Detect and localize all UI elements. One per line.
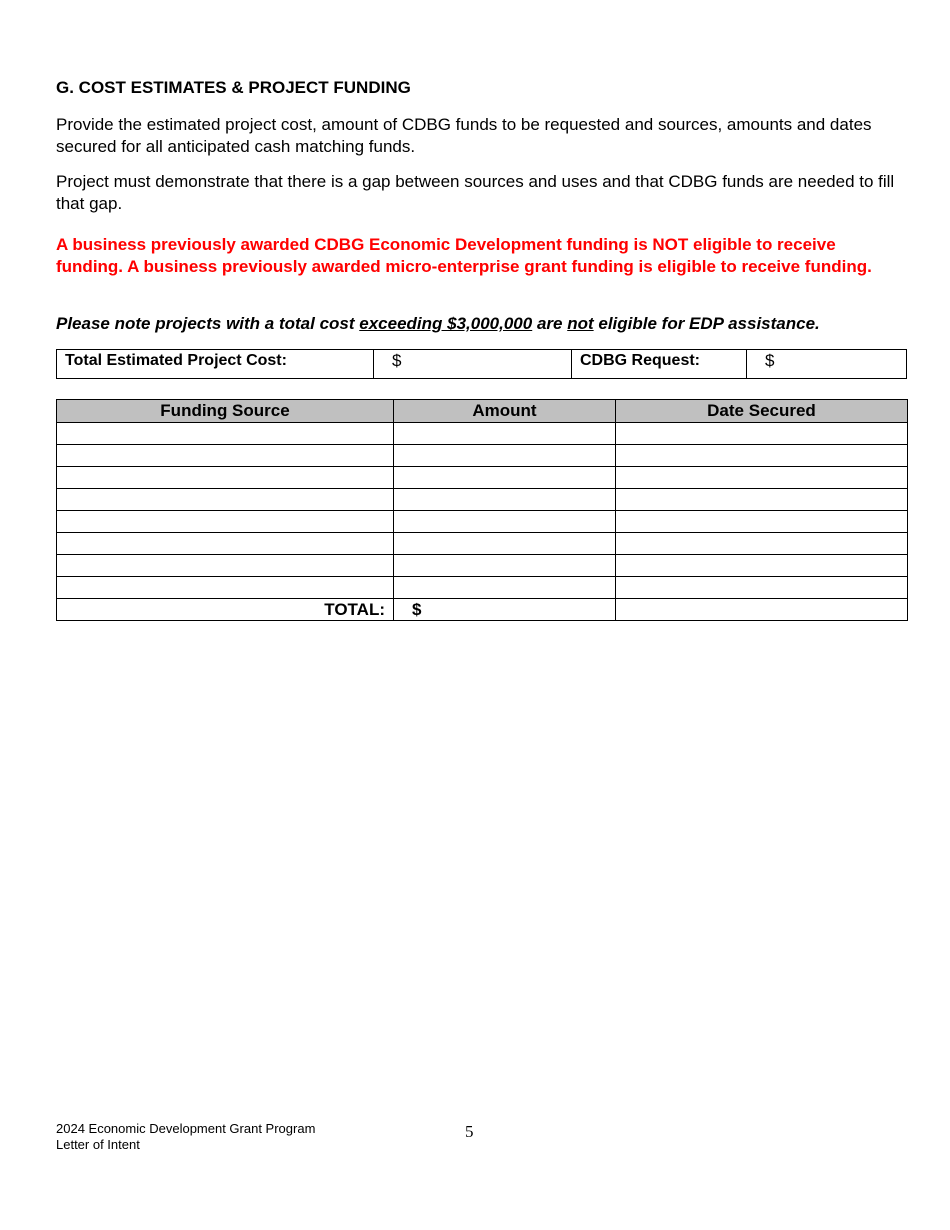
footer-program-title: 2024 Economic Development Grant Program <box>56 1121 316 1136</box>
column-header-funding-source: Funding Source <box>57 400 394 423</box>
note-text: Please note projects with a total cost <box>56 314 360 333</box>
cost-limit-note <box>56 313 906 335</box>
table-row <box>57 423 908 445</box>
column-header-amount: Amount <box>394 400 616 423</box>
funding-sources-table <box>56 399 908 621</box>
cost-summary-row <box>57 350 907 379</box>
table-row <box>57 511 908 533</box>
amount-cell[interactable] <box>394 511 616 533</box>
table-header-row <box>57 400 908 423</box>
date-secured-cell[interactable] <box>616 555 908 577</box>
amount-cell[interactable] <box>394 577 616 599</box>
funding-source-cell[interactable] <box>57 467 394 489</box>
note-emphasis-not: not <box>567 314 594 333</box>
note-text: eligible for EDP assistance. <box>593 314 820 333</box>
eligibility-warning: A business previously awarded CDBG Economic Development funding is NOT eligible to receive funding. A business previously awarded micro-enterprise grant funding is eligible to receive funding. <box>56 235 872 276</box>
funding-source-cell[interactable] <box>57 511 394 533</box>
date-secured-cell[interactable] <box>616 467 908 489</box>
funding-source-cell[interactable] <box>57 555 394 577</box>
page-number: 5 <box>465 1122 474 1141</box>
funding-source-cell[interactable] <box>57 489 394 511</box>
table-row <box>57 467 908 489</box>
date-secured-cell[interactable] <box>616 489 908 511</box>
funding-source-cell[interactable] <box>57 533 394 555</box>
amount-cell[interactable] <box>394 445 616 467</box>
total-row <box>57 599 908 621</box>
table-row <box>57 555 908 577</box>
date-secured-cell[interactable] <box>616 423 908 445</box>
cdbg-request-field[interactable]: $ <box>747 350 907 379</box>
instructions-paragraph: Provide the estimated project cost, amount of CDBG funds to be requested and sources, amounts and dates secured for all anticipated cash matching funds. <box>56 115 872 156</box>
total-cost-label: Total Estimated Project Cost: <box>57 350 374 379</box>
table-row <box>57 445 908 467</box>
amount-cell[interactable] <box>394 533 616 555</box>
total-cost-field[interactable]: $ <box>374 350 572 379</box>
footer-document-title: Letter of Intent <box>56 1137 140 1152</box>
column-header-date-secured: Date Secured <box>616 400 908 423</box>
note-emphasis-threshold: exceeding $3,000,000 <box>359 314 533 333</box>
section-heading: G. COST ESTIMATES & PROJECT FUNDING <box>56 78 411 97</box>
amount-cell[interactable] <box>394 489 616 511</box>
amount-cell[interactable] <box>394 555 616 577</box>
total-date-cell[interactable] <box>616 599 908 621</box>
total-amount-field[interactable]: $ <box>394 599 616 621</box>
page-footer <box>56 1121 315 1153</box>
funding-source-cell[interactable] <box>57 423 394 445</box>
date-secured-cell[interactable] <box>616 577 908 599</box>
funding-source-cell[interactable] <box>57 445 394 467</box>
amount-cell[interactable] <box>394 467 616 489</box>
funding-source-cell[interactable] <box>57 577 394 599</box>
table-row <box>57 577 908 599</box>
amount-cell[interactable] <box>394 423 616 445</box>
gap-requirement-paragraph: Project must demonstrate that there is a gap between sources and uses and that CDBG funds are needed to fill that gap. <box>56 172 895 213</box>
note-text: are <box>532 314 568 333</box>
table-row <box>57 533 908 555</box>
date-secured-cell[interactable] <box>616 511 908 533</box>
cdbg-request-label: CDBG Request: <box>572 350 747 379</box>
table-row <box>57 489 908 511</box>
cost-summary-table <box>56 349 907 379</box>
total-label: TOTAL: <box>57 599 394 621</box>
date-secured-cell[interactable] <box>616 533 908 555</box>
date-secured-cell[interactable] <box>616 445 908 467</box>
